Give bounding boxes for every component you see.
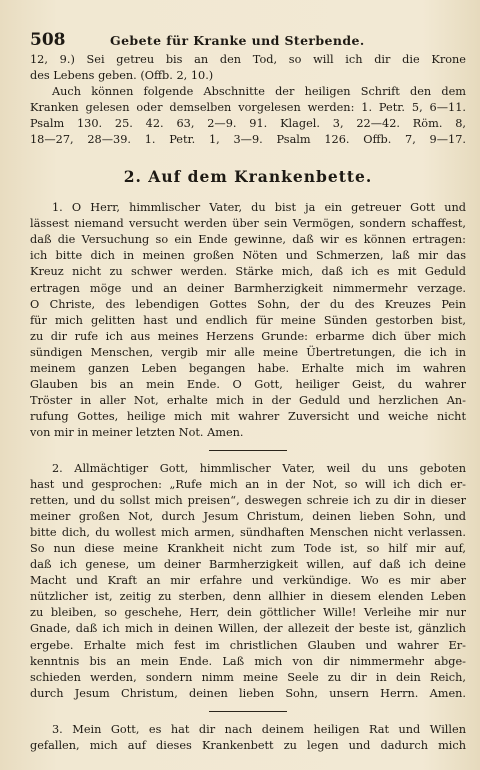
separator-rule (209, 450, 287, 451)
text-line: meiner großen Not, durch Jesum Christum, deinen lieben Sohn, und (30, 510, 466, 524)
text-line: ergebe. Erhalte mich fest im christlichen Glauben und wahrer Er- (30, 638, 466, 652)
text-line: 2. Allmächtiger Gott, himmlischer Vater, weil du uns geboten (52, 461, 466, 475)
text-line: lässest niemand versucht werden über sein Vermögen, sondern schaffest, (30, 217, 466, 231)
text-line: Psalm 130. 25. 42. 63, 2—9. 91. Klagel. 3, 22—42. Röm. 8, (30, 117, 466, 131)
text-line: kenntnis bis an mein Ende. Laß mich von dir nimmermehr abge- (30, 654, 466, 668)
page-header (30, 30, 466, 52)
text-line: bitte dich, du wollest mich armen, sündhaften Menschen nicht verlassen. (30, 526, 466, 540)
section-title: 2. Auf dem Krankenbette. (123, 167, 373, 187)
text-line: Kreuz nicht zu schwer werden. Stärke mich, daß ich es mit Geduld (30, 265, 466, 279)
intro-paragraph (30, 52, 466, 148)
text-line: 1. O Herr, himmlischer Vater, du bist ja ein getreuer Gott und (52, 201, 466, 215)
text-line: Glauben bis an mein Ende. O Gott, heiliger Geist, du wahrer (30, 377, 466, 391)
text-line: ich bitte dich in meinen großen Nöten und Schmerzen, laß mir das (30, 249, 466, 263)
text-line: zu bleiben, so geschehe, Herr, dein göttlicher Wille! Verleihe mir nur (30, 606, 466, 620)
text-line: So nun diese meine Krankheit nicht zum Tode ist, so hilf mir auf, (30, 542, 466, 556)
text-line: O Christe, des lebendigen Gottes Sohn, der du des Kreuzes Pein (30, 297, 466, 311)
text-line: des Lebens geben. (Offb. 2, 10.) (30, 69, 214, 83)
text-line: für mich gelitten hast und endlich für meine Sünden gestorben bist, (30, 313, 466, 327)
text-line: 3. Mein Gott, es hat dir nach deinem heiligen Rat und Willen (52, 722, 466, 736)
text-line: Auch können folgende Abschnitte der heiligen Schrift den dem (52, 85, 466, 99)
text-line: ertragen möge und an deiner Barmherzigkeit nimmermehr verzage. (30, 281, 466, 295)
text-line: 18—27, 28—39. 1. Petr. 1, 3—9. Psalm 126. Offb. 7, 9—17. (30, 133, 466, 147)
text-line: rufung Gottes, heilige mich mit wahrer Zuversicht und weiche nicht (30, 409, 466, 423)
text-line: von mir in meiner letzten Not. Amen. (30, 425, 244, 439)
text-line: nützlicher ist, zeitig zu sterben, denn allhier in diesem elenden Leben (30, 590, 466, 604)
prayer-1 (30, 200, 466, 441)
text-line: sündigen Menschen, vergib mir alle meine Übertretungen, die ich in (30, 345, 466, 359)
prayer-3 (30, 722, 466, 754)
text-line: Gnade, daß ich mich in deinen Willen, der allezeit der beste ist, gänzlich (30, 622, 466, 636)
text-line: Tröster in aller Not, erhalte mich in der Geduld und herzlichen An- (30, 393, 466, 407)
text-line: meinem ganzen Leben begangen habe. Erhalte mich im wahren (30, 361, 466, 375)
text-line: 12, 9.) Sei getreu bis an den Tod, so will ich dir die Krone (30, 53, 466, 66)
text-line: durch Jesum Christum, deinen lieben Sohn, unsern Herrn. Amen. (30, 686, 466, 700)
page-number: 508 (30, 30, 66, 50)
prayer-2 (30, 461, 466, 702)
separator-rule (209, 711, 287, 712)
text-line: gefallen, mich auf dieses Krankenbett zu legen und dadurch mich (30, 738, 466, 752)
text-line: Macht und Kraft an mir erfahre und verkündige. Wo es mir aber (30, 574, 466, 588)
text-line: daß ich genese, um deiner Barmherzigkeit willen, auf daß ich deine (30, 558, 466, 572)
text-line: retten, und du sollst mich preisen“, deswegen schreie ich zu dir in dieser (30, 494, 466, 508)
text-line: zu dir rufe ich aus meines Herzens Grunde: erbarme dich über mich (30, 329, 466, 343)
text-line: hast und gesprochen: „Rufe mich an in der Not, so will ich dich er- (30, 478, 466, 492)
running-title: Gebete für Kranke und Sterbende. (110, 33, 365, 48)
text-line: daß die Versuchung so ein Ende gewinne, daß wir es können ertragen: (30, 233, 466, 247)
text-line: schieden werden, sondern nimm meine Seele zu dir in dein Reich, (30, 670, 466, 684)
text-line: Kranken gelesen oder demselben vorgelesen werden: 1. Petr. 5, 6—11. (30, 101, 466, 115)
